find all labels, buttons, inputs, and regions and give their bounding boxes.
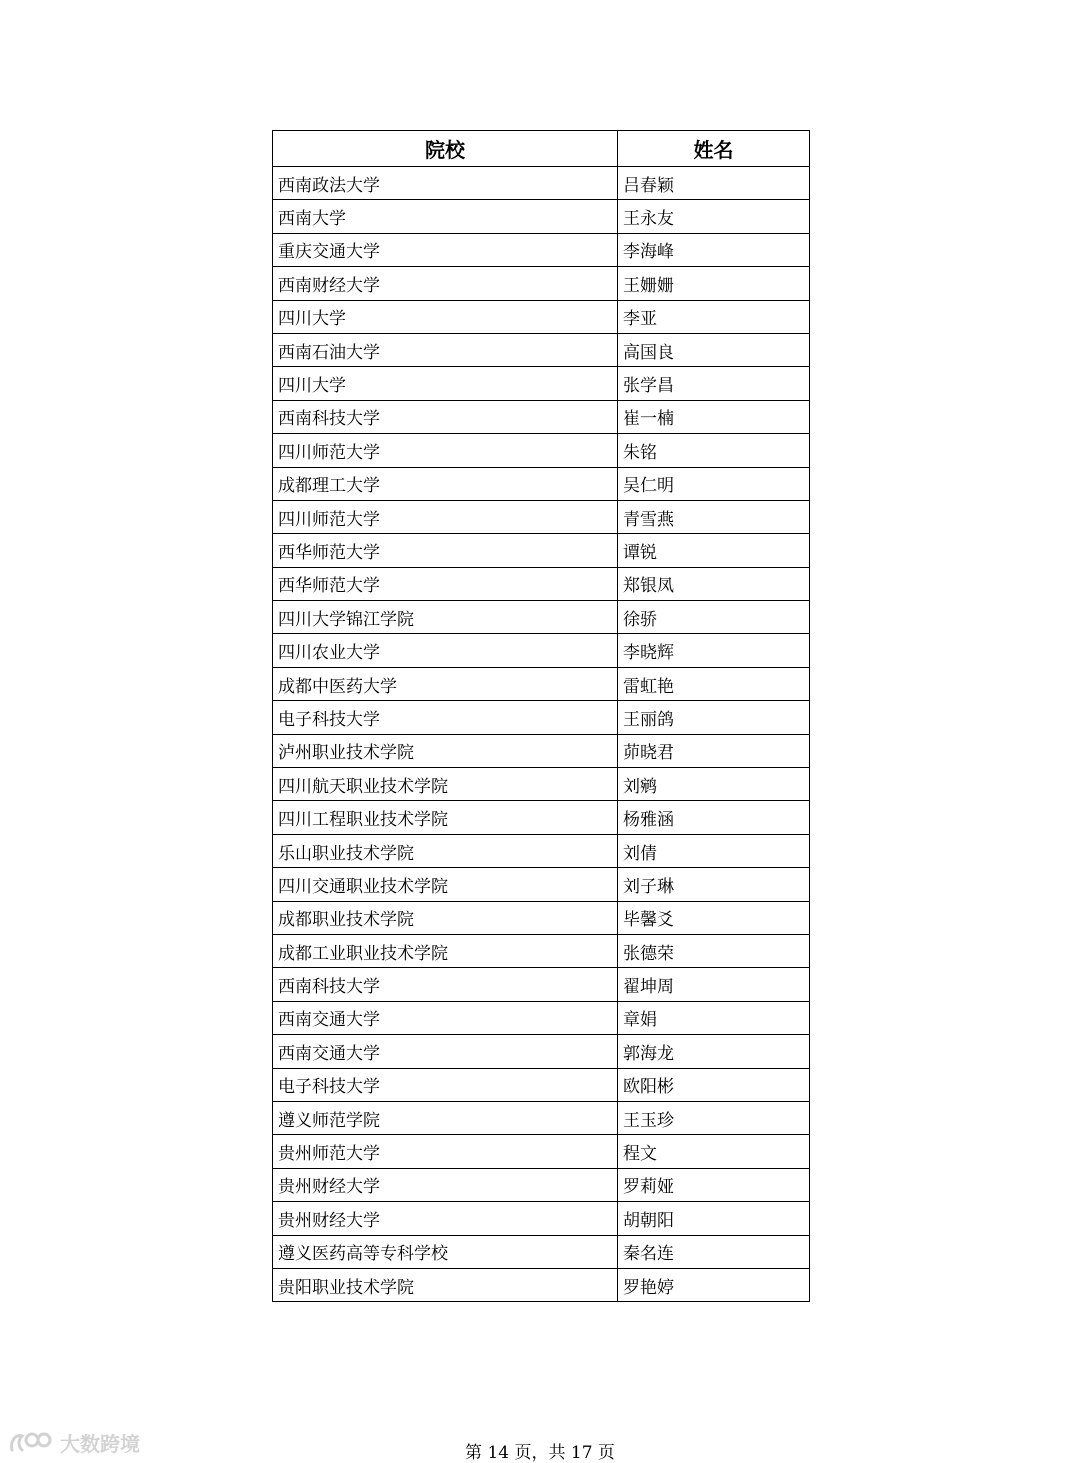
- cell-name: 王姗姗: [618, 267, 810, 300]
- cell-name: 胡朝阳: [618, 1202, 810, 1235]
- table-row: [273, 834, 810, 867]
- cell-name: 郑银凤: [618, 567, 810, 600]
- cell-school: 成都职业技术学院: [273, 901, 618, 934]
- table-row: [273, 868, 810, 901]
- table-row: [273, 601, 810, 634]
- table-row: [273, 734, 810, 767]
- table-header-row: [273, 131, 810, 167]
- table-row: [273, 467, 810, 500]
- cell-school: 西南财经大学: [273, 267, 618, 300]
- cell-name: 张德荣: [618, 934, 810, 967]
- cell-name: 翟坤周: [618, 968, 810, 1001]
- header-school: 院校: [273, 131, 618, 167]
- cell-school: 四川大学: [273, 367, 618, 400]
- cell-school: 四川农业大学: [273, 634, 618, 667]
- cell-school: 泸州职业技术学院: [273, 734, 618, 767]
- cell-name: 罗莉娅: [618, 1168, 810, 1201]
- cell-school: 遵义医药高等专科学校: [273, 1235, 618, 1268]
- cell-name: 刘子琳: [618, 868, 810, 901]
- cell-name: 刘鹓: [618, 768, 810, 801]
- cell-name: 高国良: [618, 333, 810, 366]
- table-row: [273, 167, 810, 200]
- cell-name: 李海峰: [618, 233, 810, 266]
- table-row: [273, 701, 810, 734]
- table-row: [273, 1202, 810, 1235]
- table-row: [273, 1068, 810, 1101]
- table-body: [273, 167, 810, 1302]
- cell-name: 杨雅涵: [618, 801, 810, 834]
- table-row: [273, 233, 810, 266]
- table-row: [273, 300, 810, 333]
- cell-school: 西南科技大学: [273, 400, 618, 433]
- cell-name: 程文: [618, 1135, 810, 1168]
- cell-name: 欧阳彬: [618, 1068, 810, 1101]
- cell-school: 四川交通职业技术学院: [273, 868, 618, 901]
- cell-name: 崔一楠: [618, 400, 810, 433]
- cell-name: 张学昌: [618, 367, 810, 400]
- cell-school: 四川师范大学: [273, 434, 618, 467]
- cell-school: 四川大学锦江学院: [273, 601, 618, 634]
- cell-school: 西南石油大学: [273, 333, 618, 366]
- cell-name: 王玉珍: [618, 1101, 810, 1134]
- cell-school: 重庆交通大学: [273, 233, 618, 266]
- cell-name: 罗艳婷: [618, 1268, 810, 1301]
- cell-school: 成都中医药大学: [273, 667, 618, 700]
- cell-name: 吴仁明: [618, 467, 810, 500]
- table-row: [273, 1035, 810, 1068]
- table-row: [273, 1268, 810, 1301]
- cell-school: 成都工业职业技术学院: [273, 934, 618, 967]
- watermark-text: 大数跨境: [60, 1432, 140, 1456]
- cell-name: 青雪燕: [618, 500, 810, 533]
- header-name: 姓名: [618, 131, 810, 167]
- cell-school: 四川大学: [273, 300, 618, 333]
- cell-school: 贵州财经大学: [273, 1202, 618, 1235]
- table-row: [273, 667, 810, 700]
- cell-school: 贵州师范大学: [273, 1135, 618, 1168]
- cell-school: 西南政法大学: [273, 167, 618, 200]
- cell-name: 郭海龙: [618, 1035, 810, 1068]
- cell-school: 西南科技大学: [273, 968, 618, 1001]
- cell-school: 西华师范大学: [273, 534, 618, 567]
- table-row: [273, 200, 810, 233]
- cell-school: 电子科技大学: [273, 701, 618, 734]
- cell-school: 四川航天职业技术学院: [273, 768, 618, 801]
- cell-name: 王丽鸽: [618, 701, 810, 734]
- table-row: [273, 634, 810, 667]
- table-row: [273, 1235, 810, 1268]
- cell-name: 李晓辉: [618, 634, 810, 667]
- cell-name: 茆晓君: [618, 734, 810, 767]
- cell-name: 谭锐: [618, 534, 810, 567]
- cell-school: 西南交通大学: [273, 1001, 618, 1034]
- cell-name: 王永友: [618, 200, 810, 233]
- table-row: [273, 367, 810, 400]
- table-row: [273, 1001, 810, 1034]
- table-row: [273, 901, 810, 934]
- table-row: [273, 567, 810, 600]
- cell-school: 西南交通大学: [273, 1035, 618, 1068]
- table-row: [273, 534, 810, 567]
- cell-name: 李亚: [618, 300, 810, 333]
- cell-name: 章娟: [618, 1001, 810, 1034]
- cell-name: 刘倩: [618, 834, 810, 867]
- table-row: [273, 968, 810, 1001]
- cell-name: 雷虹艳: [618, 667, 810, 700]
- cell-school: 西南大学: [273, 200, 618, 233]
- table-row: [273, 400, 810, 433]
- table-row: [273, 1168, 810, 1201]
- cell-school: 四川工程职业技术学院: [273, 801, 618, 834]
- cell-school: 成都理工大学: [273, 467, 618, 500]
- cell-school: 西华师范大学: [273, 567, 618, 600]
- table-row: [273, 267, 810, 300]
- cell-school: 四川师范大学: [273, 500, 618, 533]
- table-row: [273, 934, 810, 967]
- table-row: [273, 333, 810, 366]
- cell-school: 遵义师范学院: [273, 1101, 618, 1134]
- cell-school: 贵阳职业技术学院: [273, 1268, 618, 1301]
- table-row: [273, 434, 810, 467]
- cell-name: 徐骄: [618, 601, 810, 634]
- table-row: [273, 768, 810, 801]
- cell-name: 秦名连: [618, 1235, 810, 1268]
- cell-school: 乐山职业技术学院: [273, 834, 618, 867]
- table-row: [273, 1101, 810, 1134]
- table-row: [273, 801, 810, 834]
- table-row: [273, 500, 810, 533]
- cell-school: 电子科技大学: [273, 1068, 618, 1101]
- cell-school: 贵州财经大学: [273, 1168, 618, 1201]
- cell-name: 吕春颖: [618, 167, 810, 200]
- cell-name: 毕馨爻: [618, 901, 810, 934]
- school-name-table: [272, 130, 810, 1302]
- table-row: [273, 1135, 810, 1168]
- cell-name: 朱铭: [618, 434, 810, 467]
- page-footer: 第 14 页，共 17 页: [465, 1443, 615, 1463]
